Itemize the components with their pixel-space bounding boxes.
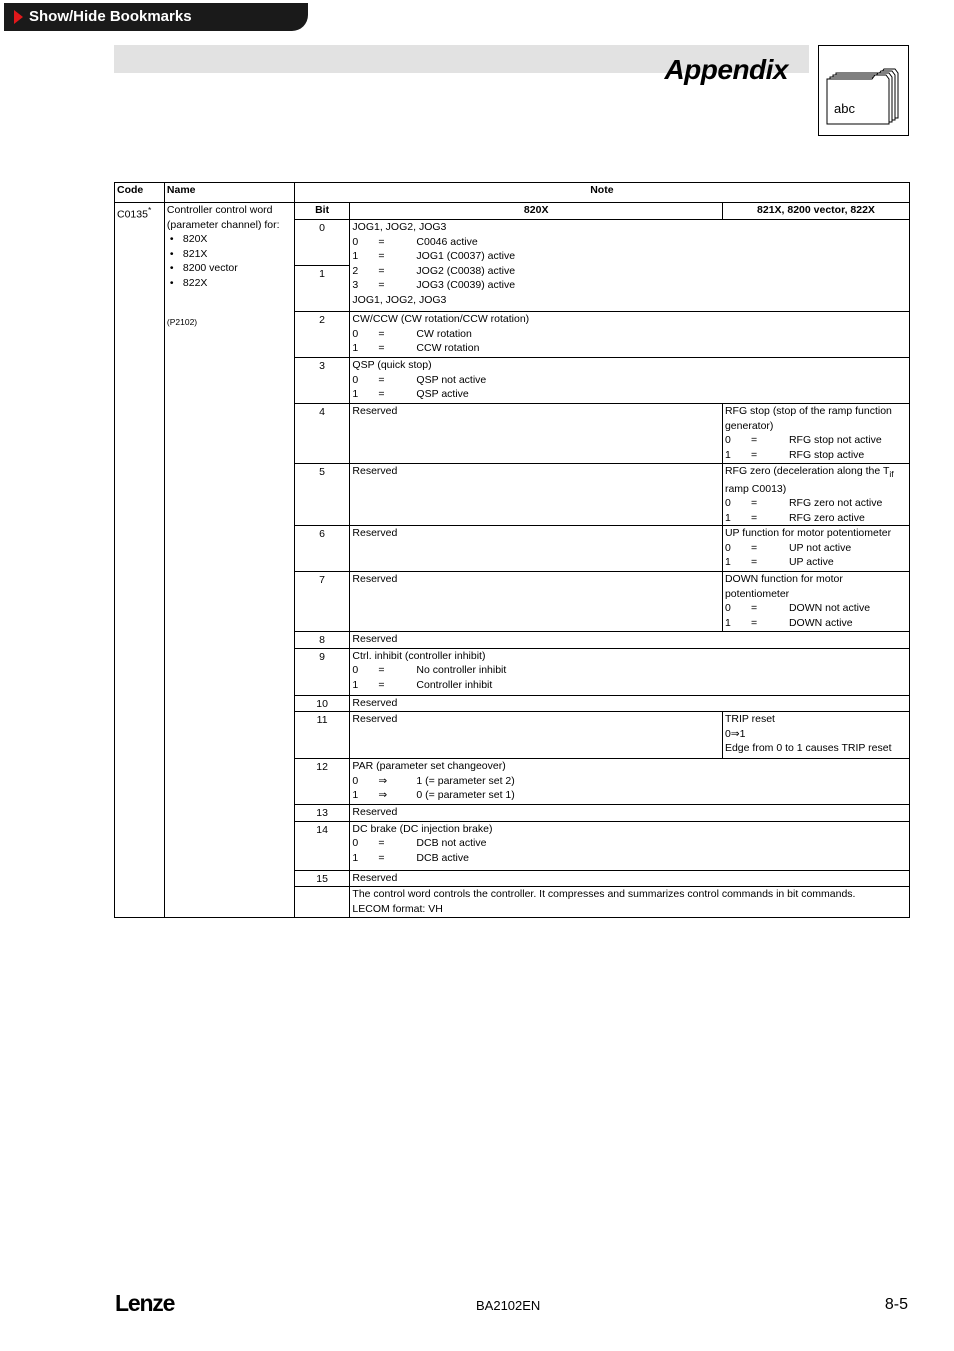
operator: = (750, 602, 758, 615)
value-row (352, 327, 907, 342)
meaning: No controller inhibit (416, 664, 507, 677)
col-header-821x: 821X, 8200 vector, 822X (722, 203, 909, 220)
meaning: RFG stop active (788, 448, 865, 461)
meaning: UP not active (788, 541, 852, 554)
value: 0 (352, 837, 359, 850)
value-row (725, 496, 907, 511)
note-820x-cell: Reserved (350, 712, 723, 759)
value-row (352, 278, 907, 293)
bit-cell: 4 (294, 404, 350, 464)
meaning: RFG zero not active (788, 497, 883, 510)
note-821x-cell (722, 404, 909, 464)
table-subheader-row (115, 203, 910, 220)
bit-cell: 3 (294, 358, 350, 404)
operator: = (750, 497, 758, 510)
value-row (352, 851, 907, 866)
note-820x-cell: Reserved (350, 464, 723, 526)
operator: = (378, 250, 385, 262)
note-line: Edge from 0 to 1 causes TRIP reset (724, 742, 892, 755)
operator: ⇒ (378, 789, 388, 802)
note-821x-cell (722, 712, 909, 759)
meaning: 1 (= parameter set 2) (416, 774, 515, 787)
operator: = (378, 664, 385, 677)
value-row (352, 341, 907, 356)
note-title: QSP (quick stop) (352, 359, 432, 371)
col-header-name: Name (164, 183, 294, 203)
note-title: CW/CCW (CW rotation/CCW rotation) (352, 313, 530, 325)
meaning: JOG3 (C0039) active (416, 279, 516, 291)
value: 1 (724, 448, 731, 461)
note-title-text: RFG zero (deceleration along the T (724, 465, 890, 477)
meaning: CW rotation (416, 327, 472, 340)
note-cell (350, 821, 910, 870)
value: 0 (352, 327, 359, 340)
value: 0 (352, 664, 359, 677)
value: 1 (352, 250, 359, 262)
value-row (725, 433, 907, 448)
value: 0 (724, 434, 731, 446)
summary-cell (350, 887, 910, 918)
meaning: 0 (= parameter set 1) (416, 789, 515, 802)
code-superscript: * (147, 205, 152, 215)
summary-line: LECOM format: VH (352, 902, 443, 915)
bit-cell: 7 (294, 572, 350, 632)
bit-cell: 0 (294, 220, 350, 266)
meaning: DCB not active (416, 837, 487, 850)
meaning: DOWN active (788, 616, 853, 629)
bit-cell-empty (294, 887, 350, 918)
note-821x-cell (722, 464, 909, 526)
bit-cell: 9 (294, 648, 350, 695)
operator: = (378, 678, 385, 691)
value: 1 (352, 789, 359, 802)
value: 0 (352, 373, 359, 386)
operator: = (750, 556, 758, 569)
note-cell (350, 312, 910, 358)
bit-cell: 14 (294, 821, 350, 870)
value-row (725, 541, 907, 556)
page-title: Appendix (664, 54, 788, 85)
appendix-icon-box (818, 45, 909, 136)
note-cell (350, 648, 910, 695)
value-row (725, 601, 907, 616)
name-cell (164, 203, 294, 918)
meaning: JOG2 (C0038) active (416, 264, 516, 277)
operator: = (750, 511, 758, 524)
note-footer: JOG1, JOG2, JOG3 (352, 293, 447, 306)
operator: = (378, 388, 385, 400)
value: 1 (352, 388, 359, 400)
bit-cell: 6 (294, 526, 350, 572)
note-820x-cell: Reserved (350, 404, 723, 464)
operator: = (750, 448, 758, 461)
value-row (352, 264, 907, 279)
note-title: TRIP reset (724, 713, 775, 726)
note-820x-cell: Reserved (350, 526, 723, 572)
operator: = (378, 264, 385, 277)
value-row (725, 616, 907, 631)
name-list-item: • 822X (167, 276, 292, 291)
value: 2 (352, 264, 359, 277)
operator: = (750, 434, 758, 446)
col-header-code: Code (115, 183, 165, 203)
parameter-reference: (P2102) (166, 317, 198, 327)
note-821x-cell (722, 526, 909, 572)
note-title: UP function for motor potentiometer (724, 527, 892, 540)
note-title (725, 464, 907, 482)
value-row (352, 373, 907, 388)
note-cell (350, 220, 910, 312)
value: 1 (724, 511, 731, 524)
bit-cell: 11 (294, 712, 350, 759)
note-cell: Reserved (350, 695, 910, 712)
note-title: ramp C0013) (724, 482, 787, 495)
value: 0 (352, 235, 359, 248)
bit-cell: 10 (294, 695, 350, 712)
note-cell (350, 759, 910, 805)
value: 1 (352, 342, 359, 354)
operator: = (378, 837, 385, 850)
name-list-item: • 820X (167, 232, 292, 247)
bit-cell: 2 (294, 312, 350, 358)
meaning: QSP not active (416, 373, 487, 386)
value: 3 (352, 279, 359, 291)
meaning: DOWN not active (788, 602, 871, 615)
code-value: C0135 (117, 208, 148, 221)
note-line: 0⇒1 (724, 727, 746, 740)
meaning: QSP active (416, 388, 469, 400)
meaning: DCB active (416, 851, 469, 864)
note-821x-cell (722, 572, 909, 632)
triangle-right-icon (14, 10, 23, 24)
show-hide-bookmarks-button[interactable] (4, 3, 308, 31)
name-line: (parameter channel) for: (166, 218, 280, 231)
value: 0 (724, 541, 731, 554)
folder-stack-icon (819, 46, 908, 135)
bit-cell: 1 (294, 266, 350, 312)
col-header-note: Note (294, 183, 909, 203)
note-title: generator) (724, 419, 774, 432)
operator: = (378, 373, 385, 386)
value: 0 (724, 602, 731, 615)
table-header-row (115, 183, 910, 203)
bit-cell: 12 (294, 759, 350, 805)
note-title: Ctrl. inhibit (controller inhibit) (352, 649, 486, 662)
note-cell: Reserved (350, 632, 910, 649)
meaning: JOG1 (C0037) active (416, 250, 516, 262)
operator: = (750, 541, 758, 554)
bit-cell: 5 (294, 464, 350, 526)
bit-cell: 15 (294, 870, 350, 887)
value: 1 (352, 851, 359, 864)
value-row (352, 788, 907, 803)
meaning: UP active (788, 556, 834, 569)
name-list-item: • 821X (167, 247, 292, 262)
lenze-logo: Lenze (115, 1290, 175, 1316)
note-cell (350, 358, 910, 404)
parameter-table (114, 182, 910, 918)
operator: = (378, 279, 385, 291)
operator: = (378, 327, 385, 340)
bit-cell: 13 (294, 805, 350, 822)
summary-line: The control word controls the controller. It compresses and summarizes control commands in bit commands. (352, 888, 856, 901)
value-row (352, 249, 907, 264)
value-row (725, 555, 907, 570)
note-title: potentiometer (724, 587, 790, 600)
note-820x-cell: Reserved (350, 572, 723, 632)
bit-cell: 8 (294, 632, 350, 649)
note-cell: Reserved (350, 805, 910, 822)
col-header-bit: Bit (294, 203, 350, 220)
meaning: Controller inhibit (416, 678, 493, 691)
note-title: PAR (parameter set changeover) (352, 760, 506, 773)
value-row (352, 663, 907, 678)
value: 1 (724, 616, 731, 629)
col-header-820x: 820X (350, 203, 723, 220)
code-cell (115, 203, 165, 918)
value: 1 (724, 556, 731, 569)
meaning: CCW rotation (416, 342, 480, 354)
name-list-item: • 8200 vector (167, 261, 292, 276)
name-line: Controller control word (166, 204, 273, 216)
value-row (352, 836, 907, 851)
operator: = (378, 851, 385, 864)
value-row (725, 448, 907, 463)
note-title: DC brake (DC injection brake) (352, 822, 493, 835)
value: 0 (352, 774, 359, 787)
operator: ⇒ (378, 774, 388, 787)
operator: = (378, 342, 385, 354)
icon-label: abc (834, 101, 855, 116)
meaning: RFG zero active (788, 511, 865, 524)
note-cell: Reserved (350, 870, 910, 887)
value-row (352, 235, 907, 250)
note-title: JOG1, JOG2, JOG3 (352, 221, 447, 233)
operator: = (750, 616, 758, 629)
value-row (352, 678, 907, 693)
value-row (725, 511, 907, 526)
bookmark-button-label: Show/Hide Bookmarks (29, 8, 192, 25)
value: 0 (724, 497, 731, 510)
note-title: DOWN function for motor (724, 573, 843, 586)
subscript: if (889, 469, 894, 480)
document-id: BA2102EN (476, 1298, 541, 1313)
page-number: 8-5 (884, 1296, 908, 1313)
meaning: C0046 active (416, 235, 478, 248)
meaning: RFG stop not active (788, 434, 882, 446)
value: 1 (352, 678, 359, 691)
note-title: RFG stop (stop of the ramp function (724, 405, 892, 417)
value-row (352, 387, 907, 402)
operator: = (378, 235, 385, 248)
value-row (352, 774, 907, 789)
